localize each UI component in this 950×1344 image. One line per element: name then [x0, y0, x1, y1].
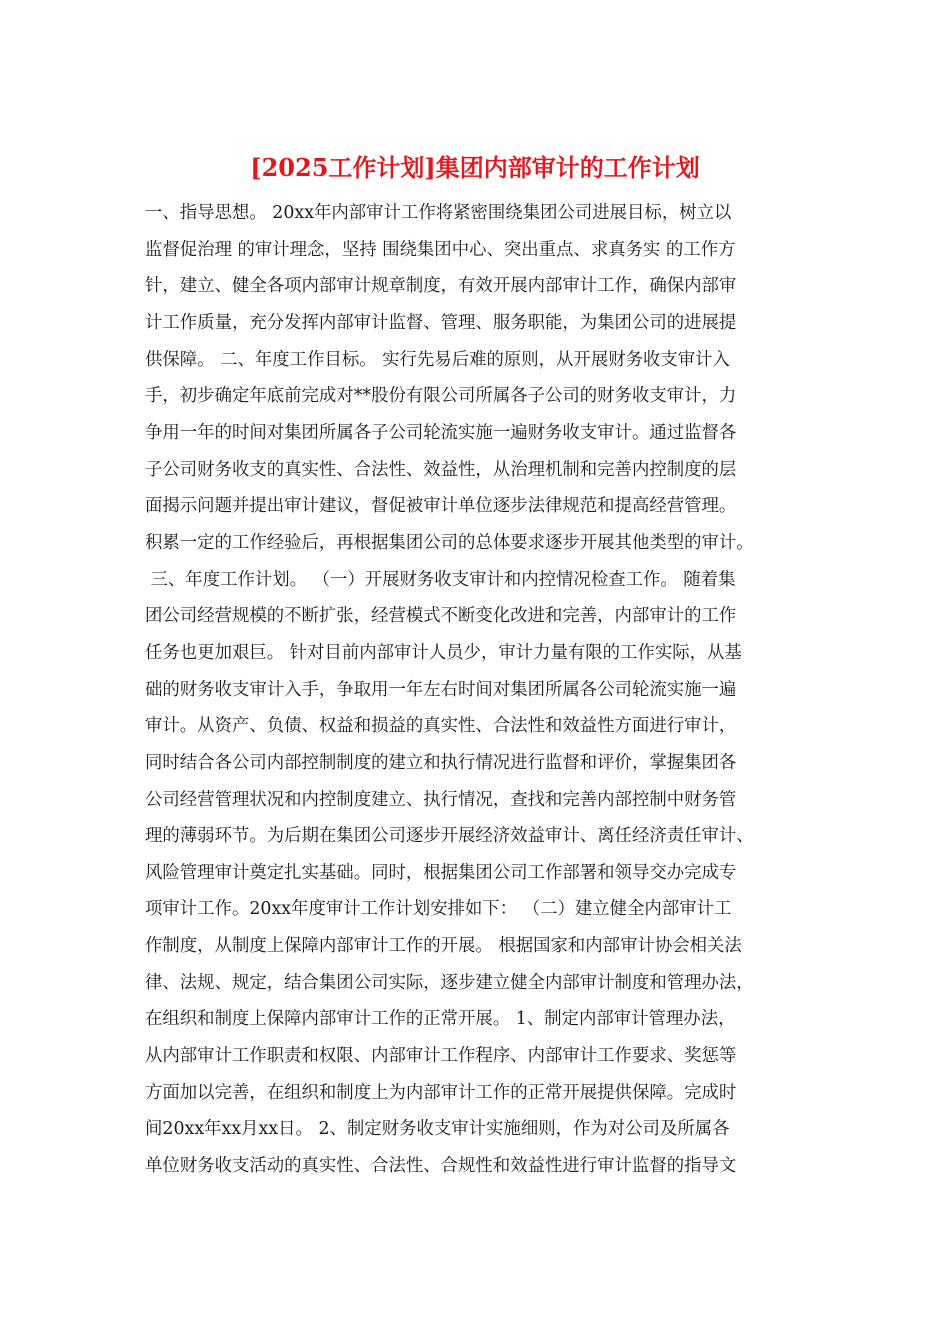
body-line: 律、法规、规定，结合集团公司实际，逐步建立健全内部审计制度和管理办法， — [145, 972, 754, 993]
body-line: 针，建立、健全各项内部审计规章制度，有效开展内部审计工作，确保内部审 — [145, 276, 737, 297]
body-line: 单位财务收支活动的真实性、合法性、合规性和效益性进行审计监督的指导文 — [145, 1156, 737, 1177]
document-title: [2025工作计划]集团内部审计的工作计划 — [250, 153, 700, 182]
body-line: 手，初步确定年底前完成对**股份有限公司所属各子公司的财务收支审计，力 — [145, 386, 737, 407]
body-line: 间20xx年xx月xx日。 2、制定财务收支审计实施细则，作为对公司及所属各 — [145, 1119, 730, 1140]
document-body — [145, 195, 817, 1185]
body-line: 任务也更加艰巨。 针对目前内部审计人员少，审计力量有限的工作实际，从基 — [145, 642, 742, 663]
body-line: 从内部审计工作职责和权限、内部审计工作程序、内部审计工作要求、奖惩等 — [145, 1046, 737, 1067]
body-line: 争用一年的时间对集团所属各子公司轮流实施一遍财务收支审计。通过监督各 — [145, 422, 737, 443]
body-line: 理的薄弱环节。为后期在集团公司逐步开展经济效益审计、离任经济责任审计、 — [145, 826, 754, 847]
body-line: 面揭示问题并提出审计建议，督促被审计单位逐步法律规范和提高经营管理。 — [145, 496, 737, 517]
body-line: 计工作质量，充分发挥内部审计监督、管理、服务职能，为集团公司的进展提 — [145, 312, 737, 333]
body-line: 公司经营管理状况和内控制度建立、执行情况，查找和完善内部控制中财务管 — [145, 789, 737, 810]
body-line: 子公司财务收支的真实性、合法性、效益性，从治理机制和完善内控制度的层 — [145, 459, 737, 480]
body-line: 在组织和制度上保障内部审计工作的正常开展。 1、制定内部审计管理办法， — [145, 1009, 736, 1030]
body-line: 方面加以完善，在组织和制度上为内部审计工作的正常开展提供保障。完成时 — [145, 1082, 737, 1103]
body-line: 一、指导思想。 20xx年内部审计工作将紧密围绕集团公司进展目标，树立以 — [145, 203, 732, 223]
body-line: 三、年度工作计划。 （一）开展财务收支审计和内控情况检查工作。 随着集 — [145, 569, 736, 590]
body-line: 供保障。 二、年度工作目标。 实行先易后难的原则，从开展财务收支审计入 — [145, 349, 730, 370]
body-line: 监督促治理 的审计理念，坚持 围绕集团中心、突出重点、求真务实 的工作方 — [145, 239, 736, 260]
body-line: 同时结合各公司内部控制制度的建立和执行情况进行监督和评价，掌握集团各 — [145, 752, 737, 773]
body-line: 础的财务收支审计入手，争取用一年左右时间对集团所属各公司轮流实施一遍 — [145, 679, 737, 700]
body-line: 作制度，从制度上保障内部审计工作的开展。 根据国家和内部审计协会相关法 — [145, 936, 742, 957]
body-line: 风险管理审计奠定扎实基础。同时，根据集团公司工作部署和领导交办完成专 — [145, 862, 737, 883]
body-line: 项审计工作。20xx年度审计工作计划安排如下： （二）建立健全内部审计工 — [145, 899, 732, 920]
body-line: 审计。从资产、负债、权益和损益的真实性、合法性和效益性方面进行审计， — [145, 716, 737, 737]
body-line: 团公司经营规模的不断扩张，经营模式不断变化改进和完善，内部审计的工作 — [145, 606, 737, 627]
body-line: 积累一定的工作经验后，再根据集团公司的总体要求逐步开展其他类型的审计。 — [145, 532, 754, 553]
